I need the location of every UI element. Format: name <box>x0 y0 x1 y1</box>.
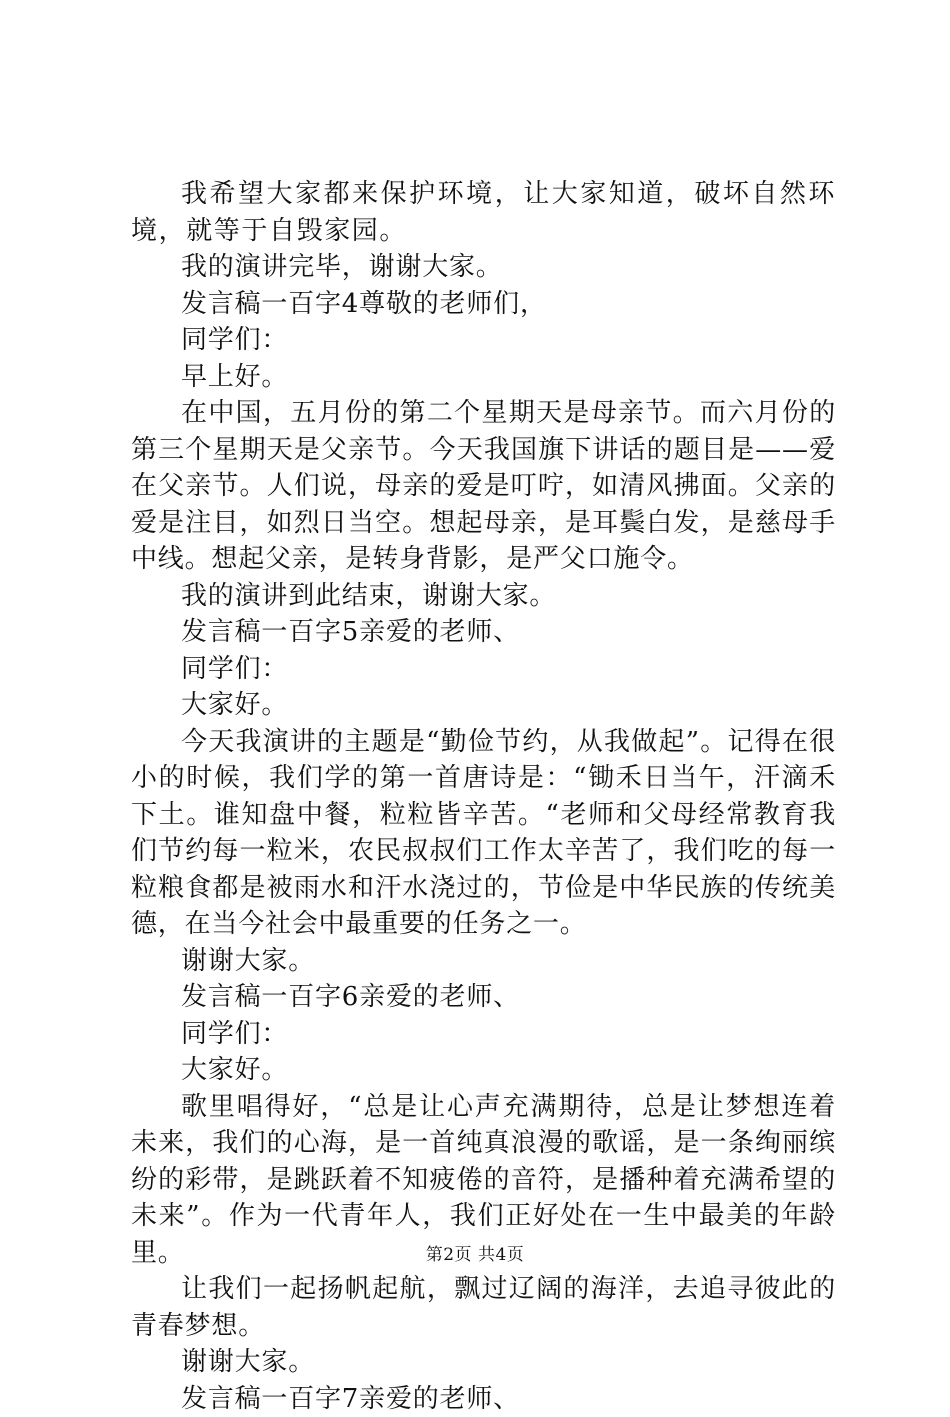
paragraph: 今天我演讲的主题是“勤俭节约，从我做起”。记得在很小的时候，我们学的第一首唐诗是：“锄禾日当午，汗滴禾下土。谁知盘中餐，粒粒皆辛苦。“老师和父母经常教育我们节约每一粒米，农民叔叔们工作太辛苦了，我们吃的每一粒粮食都是被雨水和汗水浇过的，节俭是中华民族的传统美德，在当今社会中最重要的任务之一。 <box>131 724 836 943</box>
paragraph: 发言稿一百字5亲爱的老师、 <box>131 614 836 651</box>
page-number-footer: 第2页 共4页 <box>0 1240 950 1265</box>
document-body <box>131 176 836 1417</box>
paragraph: 在中国，五月份的第二个星期天是母亲节。而六月份的第三个星期天是父亲节。今天我国旗下讲话的题目是——爱在父亲节。人们说，母亲的爱是叮咛，如清风拂面。父亲的爱是注目，如烈日当空。想起母亲，是耳鬓白发，是慈母手中线。想起父亲，是转身背影，是严父口施令。 <box>131 395 836 578</box>
paragraph: 大家好。 <box>131 1052 836 1089</box>
paragraph: 我的演讲完毕，谢谢大家。 <box>131 249 836 286</box>
paragraph: 发言稿一百字7亲爱的老师、 <box>131 1381 836 1417</box>
paragraph: 歌里唱得好，“总是让心声充满期待，总是让梦想连着未来，我们的心海，是一首纯真浪漫的歌谣，是一条绚丽缤纷的彩带，是跳跃着不知疲倦的音符，是播种着充满希望的未来”。作为一代青年人，我们正好处在一生中最美的年龄里。 <box>131 1089 836 1272</box>
paragraph: 我的演讲到此结束，谢谢大家。 <box>131 578 836 615</box>
paragraph: 发言稿一百字4尊敬的老师们， <box>131 286 836 323</box>
paragraph: 早上好。 <box>131 359 836 396</box>
paragraph: 谢谢大家。 <box>131 943 836 980</box>
paragraph: 同学们： <box>131 322 836 359</box>
paragraph: 发言稿一百字6亲爱的老师、 <box>131 979 836 1016</box>
paragraph: 同学们： <box>131 1016 836 1053</box>
paragraph: 让我们一起扬帆起航，飘过辽阔的海洋，去追寻彼此的青春梦想。 <box>131 1271 836 1344</box>
paragraph: 大家好。 <box>131 687 836 724</box>
paragraph: 同学们： <box>131 651 836 688</box>
paragraph: 谢谢大家。 <box>131 1344 836 1381</box>
paragraph: 我希望大家都来保护环境，让大家知道，破坏自然环境，就等于自毁家园。 <box>131 176 836 249</box>
